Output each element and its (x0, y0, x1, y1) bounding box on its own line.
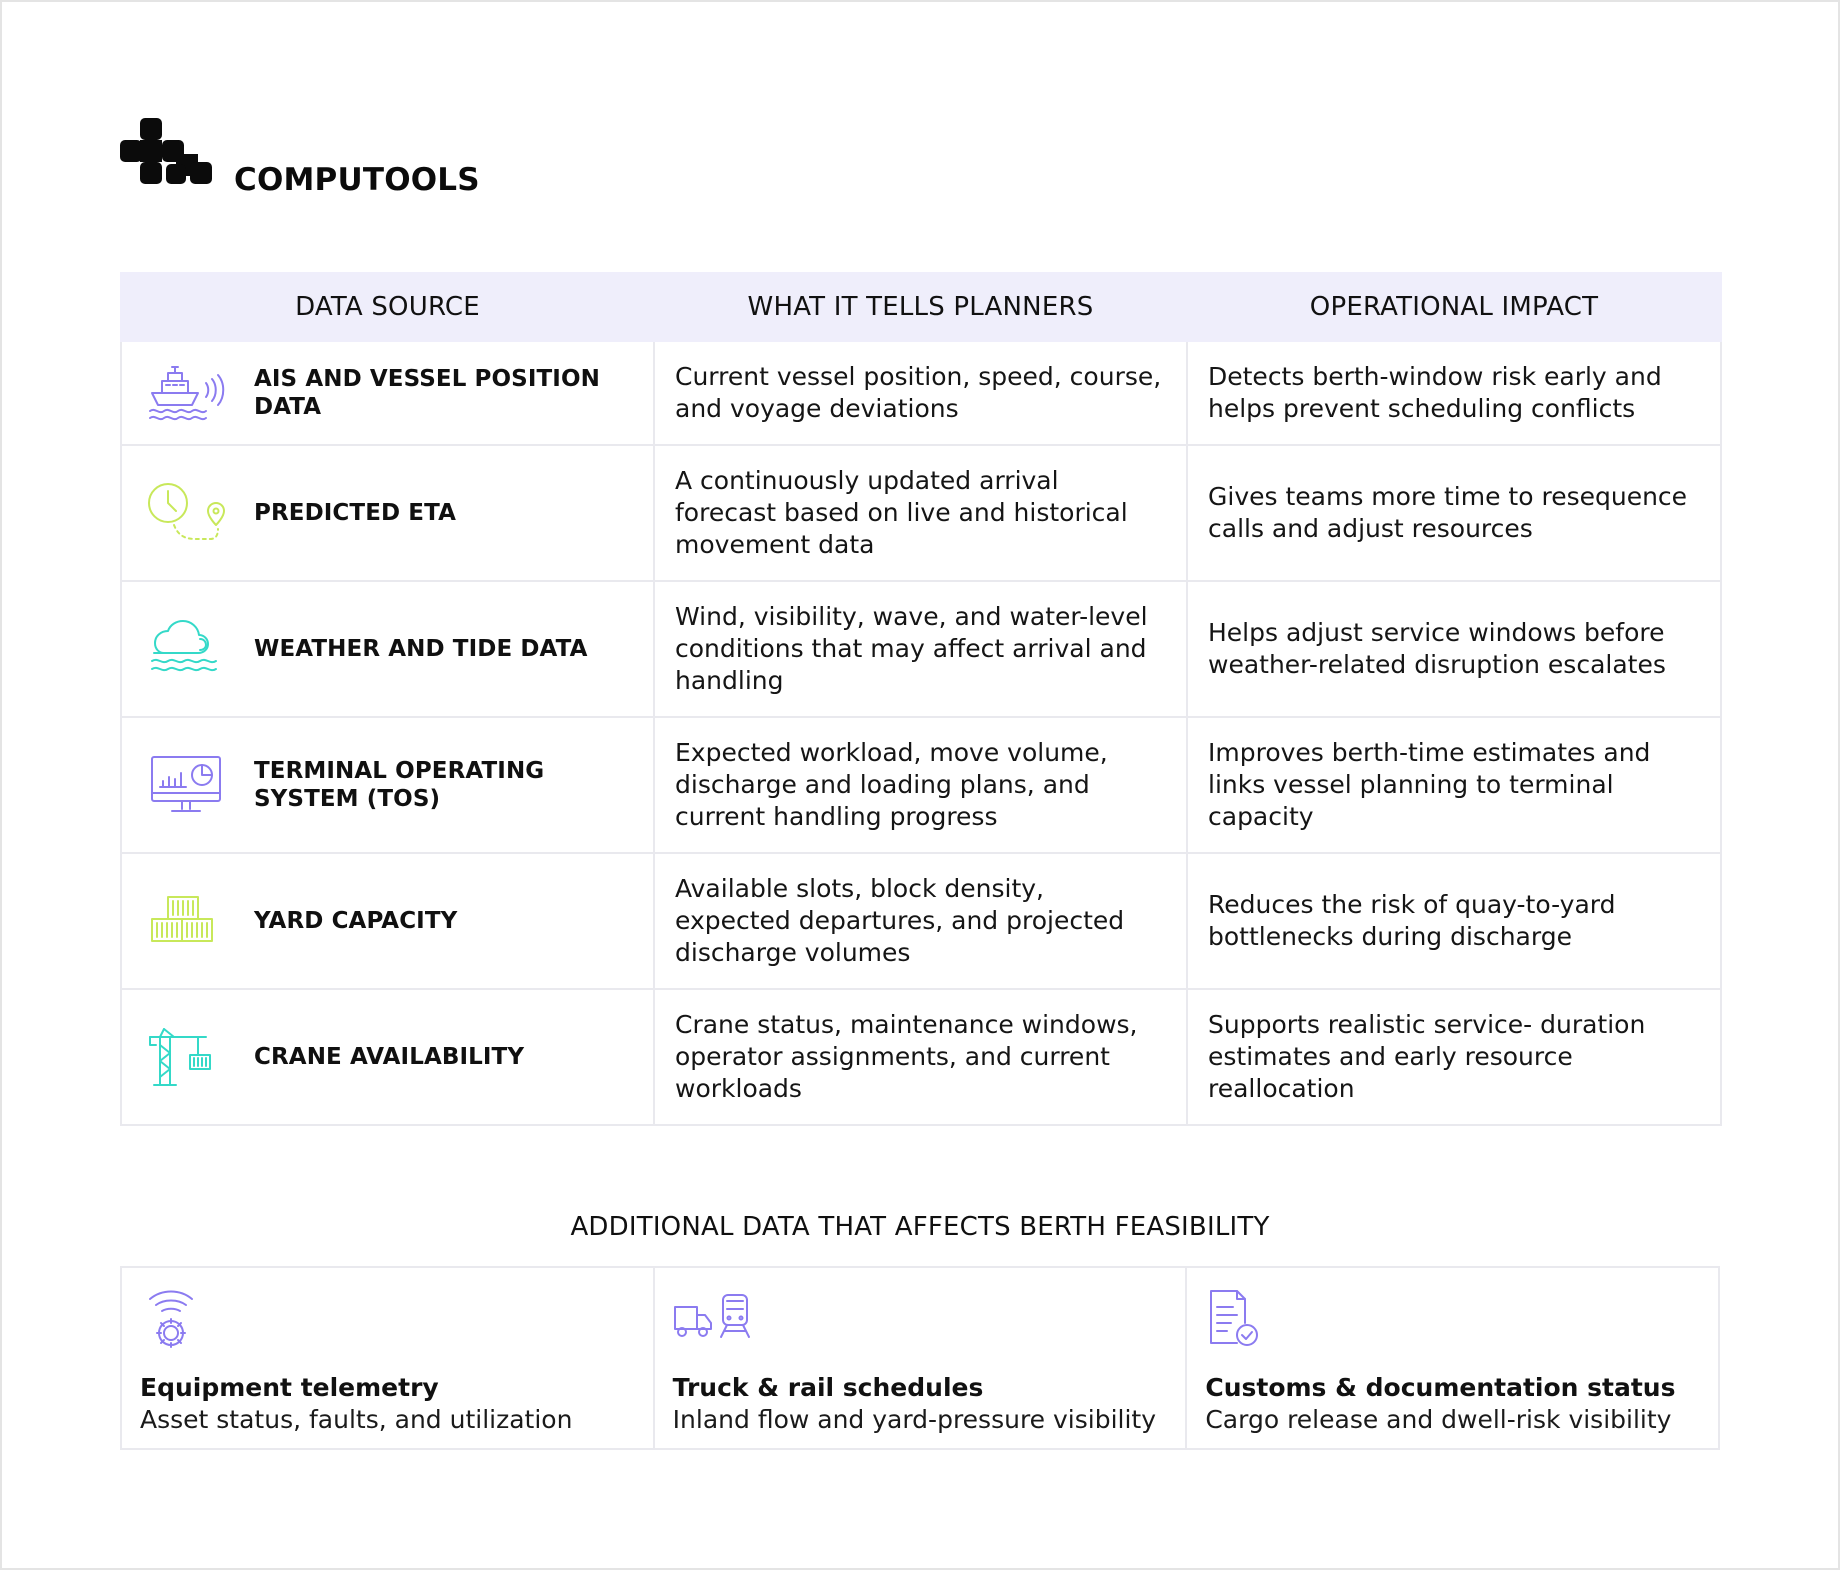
source-label: AIS AND VESSEL POSITION DATA (254, 366, 600, 420)
source-cell (121, 717, 654, 853)
header-operational-impact: OPERATIONAL IMPACT (1187, 273, 1721, 341)
card-truck-rail (655, 1268, 1188, 1448)
impact-cell: Helps adjust service windows before weather-related disruption escalates (1187, 581, 1721, 717)
containers-icon (146, 881, 226, 961)
source-cell (121, 341, 654, 445)
tells-cell: Expected workload, move volume, discharge and loading plans, and current handling progress (654, 717, 1187, 853)
impact-cell: Detects berth-window risk early and helps prevent scheduling conflicts (1187, 341, 1721, 445)
header-data-source: DATA SOURCE (121, 273, 654, 341)
source-label: PREDICTED ETA (254, 500, 457, 526)
source-label: YARD CAPACITY (254, 908, 458, 934)
source-cell (121, 989, 654, 1125)
impact-cell: Supports realistic service- duration estimates and early resource reallocation (1187, 989, 1721, 1125)
tells-cell: Crane status, maintenance windows, operator assignments, and current workloads (654, 989, 1187, 1125)
source-cell (121, 581, 654, 717)
brand-name: COMPUTOOLS (234, 162, 480, 198)
tells-cell: Wind, visibility, wave, and water-level conditions that may affect arrival and handling (654, 581, 1187, 717)
tells-cell: Available slots, block density, expected departures, and projected discharge volumes (654, 853, 1187, 989)
data-sources-table (120, 272, 1722, 1126)
table-row (121, 853, 1721, 989)
impact-cell: Reduces the risk of quay-to-yard bottlenecks during discharge (1187, 853, 1721, 989)
clock-location-icon (146, 473, 226, 553)
card-description: Asset status, faults, and utilization (140, 1405, 573, 1434)
source-label: TERMINAL OPERATING SYSTEM (TOS) (254, 758, 545, 812)
card-customs (1187, 1268, 1718, 1448)
table-row (121, 717, 1721, 853)
table-row (121, 581, 1721, 717)
impact-cell: Gives teams more time to resequence calls and adjust resources (1187, 445, 1721, 581)
source-label: WEATHER AND TIDE DATA (254, 636, 588, 662)
impact-cell: Improves berth-time estimates and links vessel planning to terminal capacity (1187, 717, 1721, 853)
monitor-chart-icon (146, 745, 226, 825)
card-description: Cargo release and dwell-risk visibility (1205, 1405, 1672, 1434)
source-label: CRANE AVAILABILITY (254, 1044, 525, 1070)
cloud-waves-icon (146, 609, 226, 689)
additional-section-title: ADDITIONAL DATA THAT AFFECTS BERTH FEASIBILITY (570, 1212, 1270, 1242)
card-description: Inland flow and yard-pressure visibility (672, 1405, 1157, 1434)
gear-signal-icon (140, 1287, 200, 1351)
header-what-it-tells: WHAT IT TELLS PLANNERS (654, 273, 1187, 341)
card-title: Equipment telemetry (140, 1373, 439, 1402)
table-header-row (121, 273, 1721, 341)
card-title: Customs & documentation status (1205, 1373, 1676, 1402)
ship-signal-icon (146, 353, 226, 433)
tells-cell: A continuously updated arrival forecast based on live and historical movement data (654, 445, 1187, 581)
table-row (121, 341, 1721, 445)
card-equipment-telemetry (122, 1268, 655, 1448)
crane-icon (146, 1017, 226, 1097)
tells-cell: Current vessel position, speed, course, and voyage deviations (654, 341, 1187, 445)
source-cell (121, 445, 654, 581)
truck-train-icon (673, 1287, 753, 1351)
brand-header (120, 118, 480, 198)
table-row (121, 989, 1721, 1125)
computools-logo-icon (120, 118, 212, 194)
document-check-icon (1205, 1287, 1265, 1351)
table-row (121, 445, 1721, 581)
card-title: Truck & rail schedules (672, 1373, 984, 1402)
additional-data-cards (120, 1266, 1720, 1450)
source-cell (121, 853, 654, 989)
